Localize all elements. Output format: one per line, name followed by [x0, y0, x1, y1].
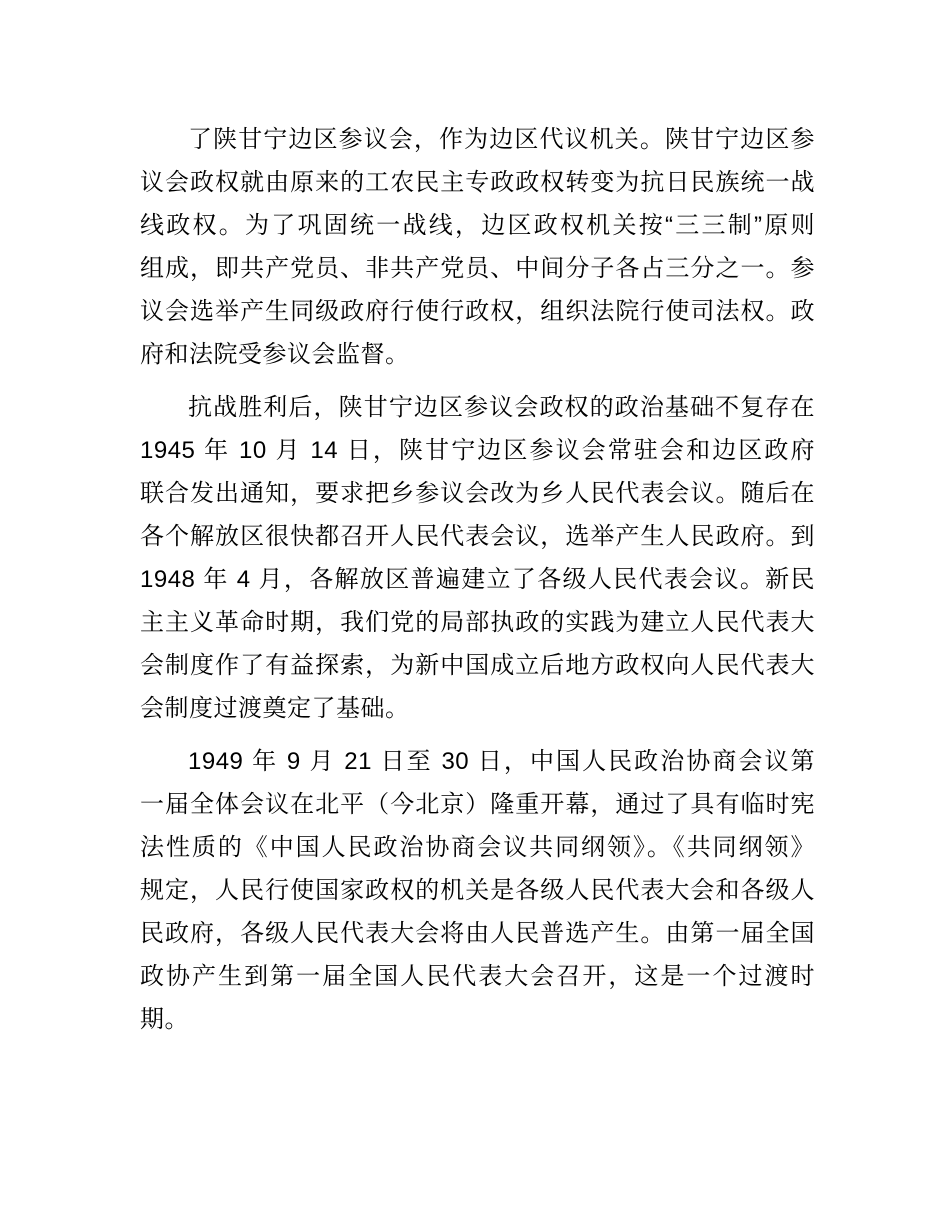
document-text [140, 118, 815, 1051]
text-line: 了陕甘宁边区参议会，作为边区代议机关。陕甘宁边区参 [188, 126, 815, 153]
text-line: 政协产生到第一届全国人民代表大会召开，这是一个过渡时期。 [140, 963, 815, 1033]
text-line: 1945 年 10 月 14 日，陕甘宁边区参议会常驻会和边区政府 [140, 437, 815, 464]
text-line: 抗战胜利后，陕甘宁边区参议会政权的政治基础不复存在 [188, 394, 815, 421]
text-line: 府和法院受参议会监督。 [140, 341, 410, 368]
text-line: 会制度过渡奠定了基础。 [140, 695, 410, 722]
paragraph [140, 740, 815, 1041]
text-line: 联合发出通知，要求把乡参议会改为乡人民代表会议。随后在 [140, 480, 815, 507]
text-line: 民政府，各级人民代表大会将由人民普选产生。由第一届全国 [140, 920, 815, 947]
text-line: 1948 年 4 月，各解放区普遍建立了各级人民代表会议。新民 [140, 566, 815, 593]
text-line: 会制度作了有益探索，为新中国成立后地方政权向人民代表大 [140, 652, 815, 679]
text-line: 议会选举产生同级政府行使行政权，组织法院行使司法权。政 [140, 298, 815, 325]
text-line: 组成，即共产党员、非共产党员、中间分子各占三分之一。参 [140, 255, 815, 282]
text-line: 线政权。为了巩固统一战线，边区政权机关按“三三制”原则 [140, 212, 815, 239]
text-line: 主主义革命时期，我们党的局部执政的实践为建立人民代表大 [140, 609, 815, 636]
paragraph [140, 386, 815, 730]
text-line: 规定，人民行使国家政权的机关是各级人民代表大会和各级人 [140, 877, 815, 904]
text-line: 议会政权就由原来的工农民主专政政权转变为抗日民族统一战 [140, 169, 815, 196]
text-line: 一届全体会议在北平（今北京）隆重开幕，通过了具有临时宪 [140, 791, 815, 818]
paragraph [140, 118, 815, 376]
text-line: 法性质的《中国人民政治协商会议共同纲领》。《共同纲领》 [140, 834, 815, 861]
text-line: 1949 年 9 月 21 日至 30 日，中国人民政治协商会议第 [188, 748, 815, 775]
text-line: 各个解放区很快都召开人民代表会议，选举产生人民政府。到 [140, 523, 815, 550]
